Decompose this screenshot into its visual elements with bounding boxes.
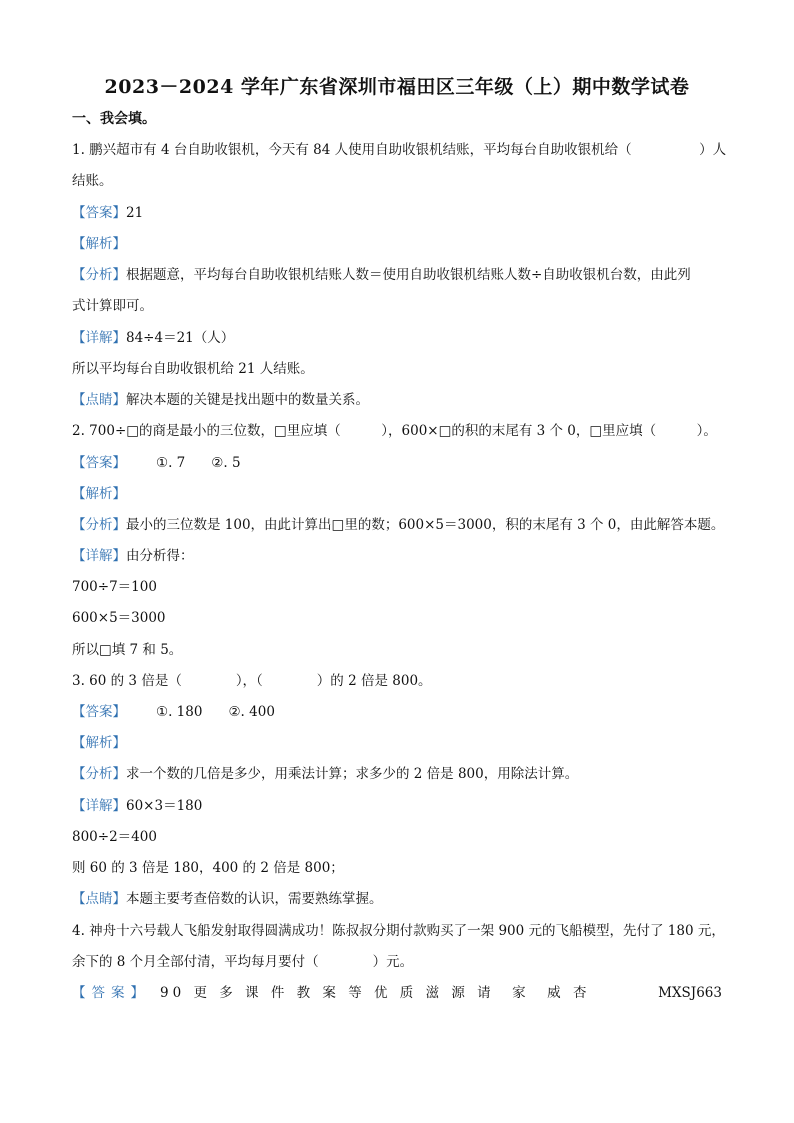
q1-fenxi-line1 — [72, 266, 732, 284]
q1-analysis-label: 【解析】 — [72, 236, 126, 252]
q2-analysis-label: 【解析】 — [72, 486, 126, 502]
q3-dianjing-text: 本题主要考查倍数的认识，需要熟练掌握。 — [126, 891, 383, 907]
q1-conclusion: 所以平均每台自助收银机给 21 人结账。 — [72, 361, 314, 377]
q2-calc1: 700÷7＝100 — [72, 579, 157, 595]
q2-detail-text: 由分析得： — [126, 548, 194, 564]
q4-answer — [72, 984, 722, 1002]
q2-conclusion: 所以□填 7 和 5。 — [72, 642, 183, 658]
page-title: 2023－2024 学年广东省深圳市福田区三年级（上）期中数学试卷 — [104, 76, 690, 98]
q3-dianjing — [72, 890, 732, 908]
q3-answer-1: ①. 180 — [156, 704, 203, 720]
answer-label: 【答案】 — [72, 985, 150, 1001]
q3-answer — [72, 703, 732, 721]
detail-label: 【详解】 — [72, 798, 126, 814]
detail-label: 【详解】 — [72, 548, 126, 564]
q4-answer-text: 90 更 多 课 件 教 案 等 优 质 滋 源 请 家 威 杏 — [160, 985, 591, 1001]
q3-analysis-label: 【解析】 — [72, 735, 126, 751]
document-code: MXSJ663 — [658, 985, 722, 1001]
q1-fenxi-line2: 式计算即可。 — [72, 298, 153, 314]
q1-stem-line2: 结账。 — [72, 173, 113, 189]
q1-answer — [72, 204, 732, 222]
q1-dianjing — [72, 391, 732, 409]
q1-stem-line1: 1. 鹏兴超市有 4 台自助收银机，今天有 84 人使用自助收银机结账，平均每台自助收银机给（ ）人 — [72, 142, 727, 158]
q1-dianjing-text: 解决本题的关键是找出题中的数量关系。 — [126, 392, 369, 408]
q2-stem: 2. 700÷□的商是最小的三位数，□里应填（ ），600×□的积的末尾有 3 个 0，□里应填（ ）。 — [72, 423, 717, 439]
fenxi-label: 【分析】 — [72, 517, 126, 533]
q2-calc2: 600×5＝3000 — [72, 610, 166, 626]
q4-stem-line2: 余下的 8 个月全部付清，平均每月要付（ ）元。 — [72, 954, 414, 970]
q1-answer-value: 21 — [126, 205, 144, 221]
fenxi-label: 【分析】 — [72, 267, 126, 283]
q3-stem: 3. 60 的 3 倍是（ ），（ ）的 2 倍是 800。 — [72, 673, 432, 689]
q3-detail-text: 60×3＝180 — [126, 798, 203, 814]
dianjing-label: 【点睛】 — [72, 891, 126, 907]
q2-detail — [72, 547, 732, 565]
q3-conclusion: 则 60 的 3 倍是 180，400 的 2 倍是 800； — [72, 860, 344, 876]
q2-answer — [72, 454, 732, 472]
q2-answer-1: ①. 7 — [156, 455, 186, 471]
q3-answer-2: ②. 400 — [228, 704, 275, 720]
fenxi-label: 【分析】 — [72, 766, 126, 782]
q2-fenxi — [72, 516, 732, 534]
q2-fenxi-text: 最小的三位数是 100，由此计算出□里的数；600×5＝3000，积的末尾有 3 个 0，由此解答本题。 — [126, 517, 725, 533]
q4-stem-line1: 4. 神舟十六号载人飞船发射取得圆满成功！陈叔叔分期付款购买了一架 900 元的飞船模型，先付了 180 元， — [72, 923, 725, 939]
q3-fenxi-text: 求一个数的几倍是多少，用乘法计算；求多少的 2 倍是 800，用除法计算。 — [126, 766, 579, 782]
answer-label: 【答案】 — [72, 455, 126, 471]
dianjing-label: 【点睛】 — [72, 392, 126, 408]
answer-label: 【答案】 — [72, 704, 126, 720]
answer-label: 【答案】 — [72, 205, 126, 221]
q3-calc: 800÷2＝400 — [72, 829, 157, 845]
q2-answer-2: ②. 5 — [211, 455, 241, 471]
q1-detail-text: 84÷4＝21（人） — [126, 330, 235, 346]
q3-detail — [72, 797, 732, 815]
q3-fenxi — [72, 765, 732, 783]
q1-detail — [72, 329, 732, 347]
detail-label: 【详解】 — [72, 330, 126, 346]
section-heading: 一、我会填。 — [72, 111, 156, 127]
q1-fenxi-text: 根据题意，平均每台自助收银机结账人数＝使用自助收银机结账人数÷自助收银机台数，由此列 — [126, 267, 691, 283]
